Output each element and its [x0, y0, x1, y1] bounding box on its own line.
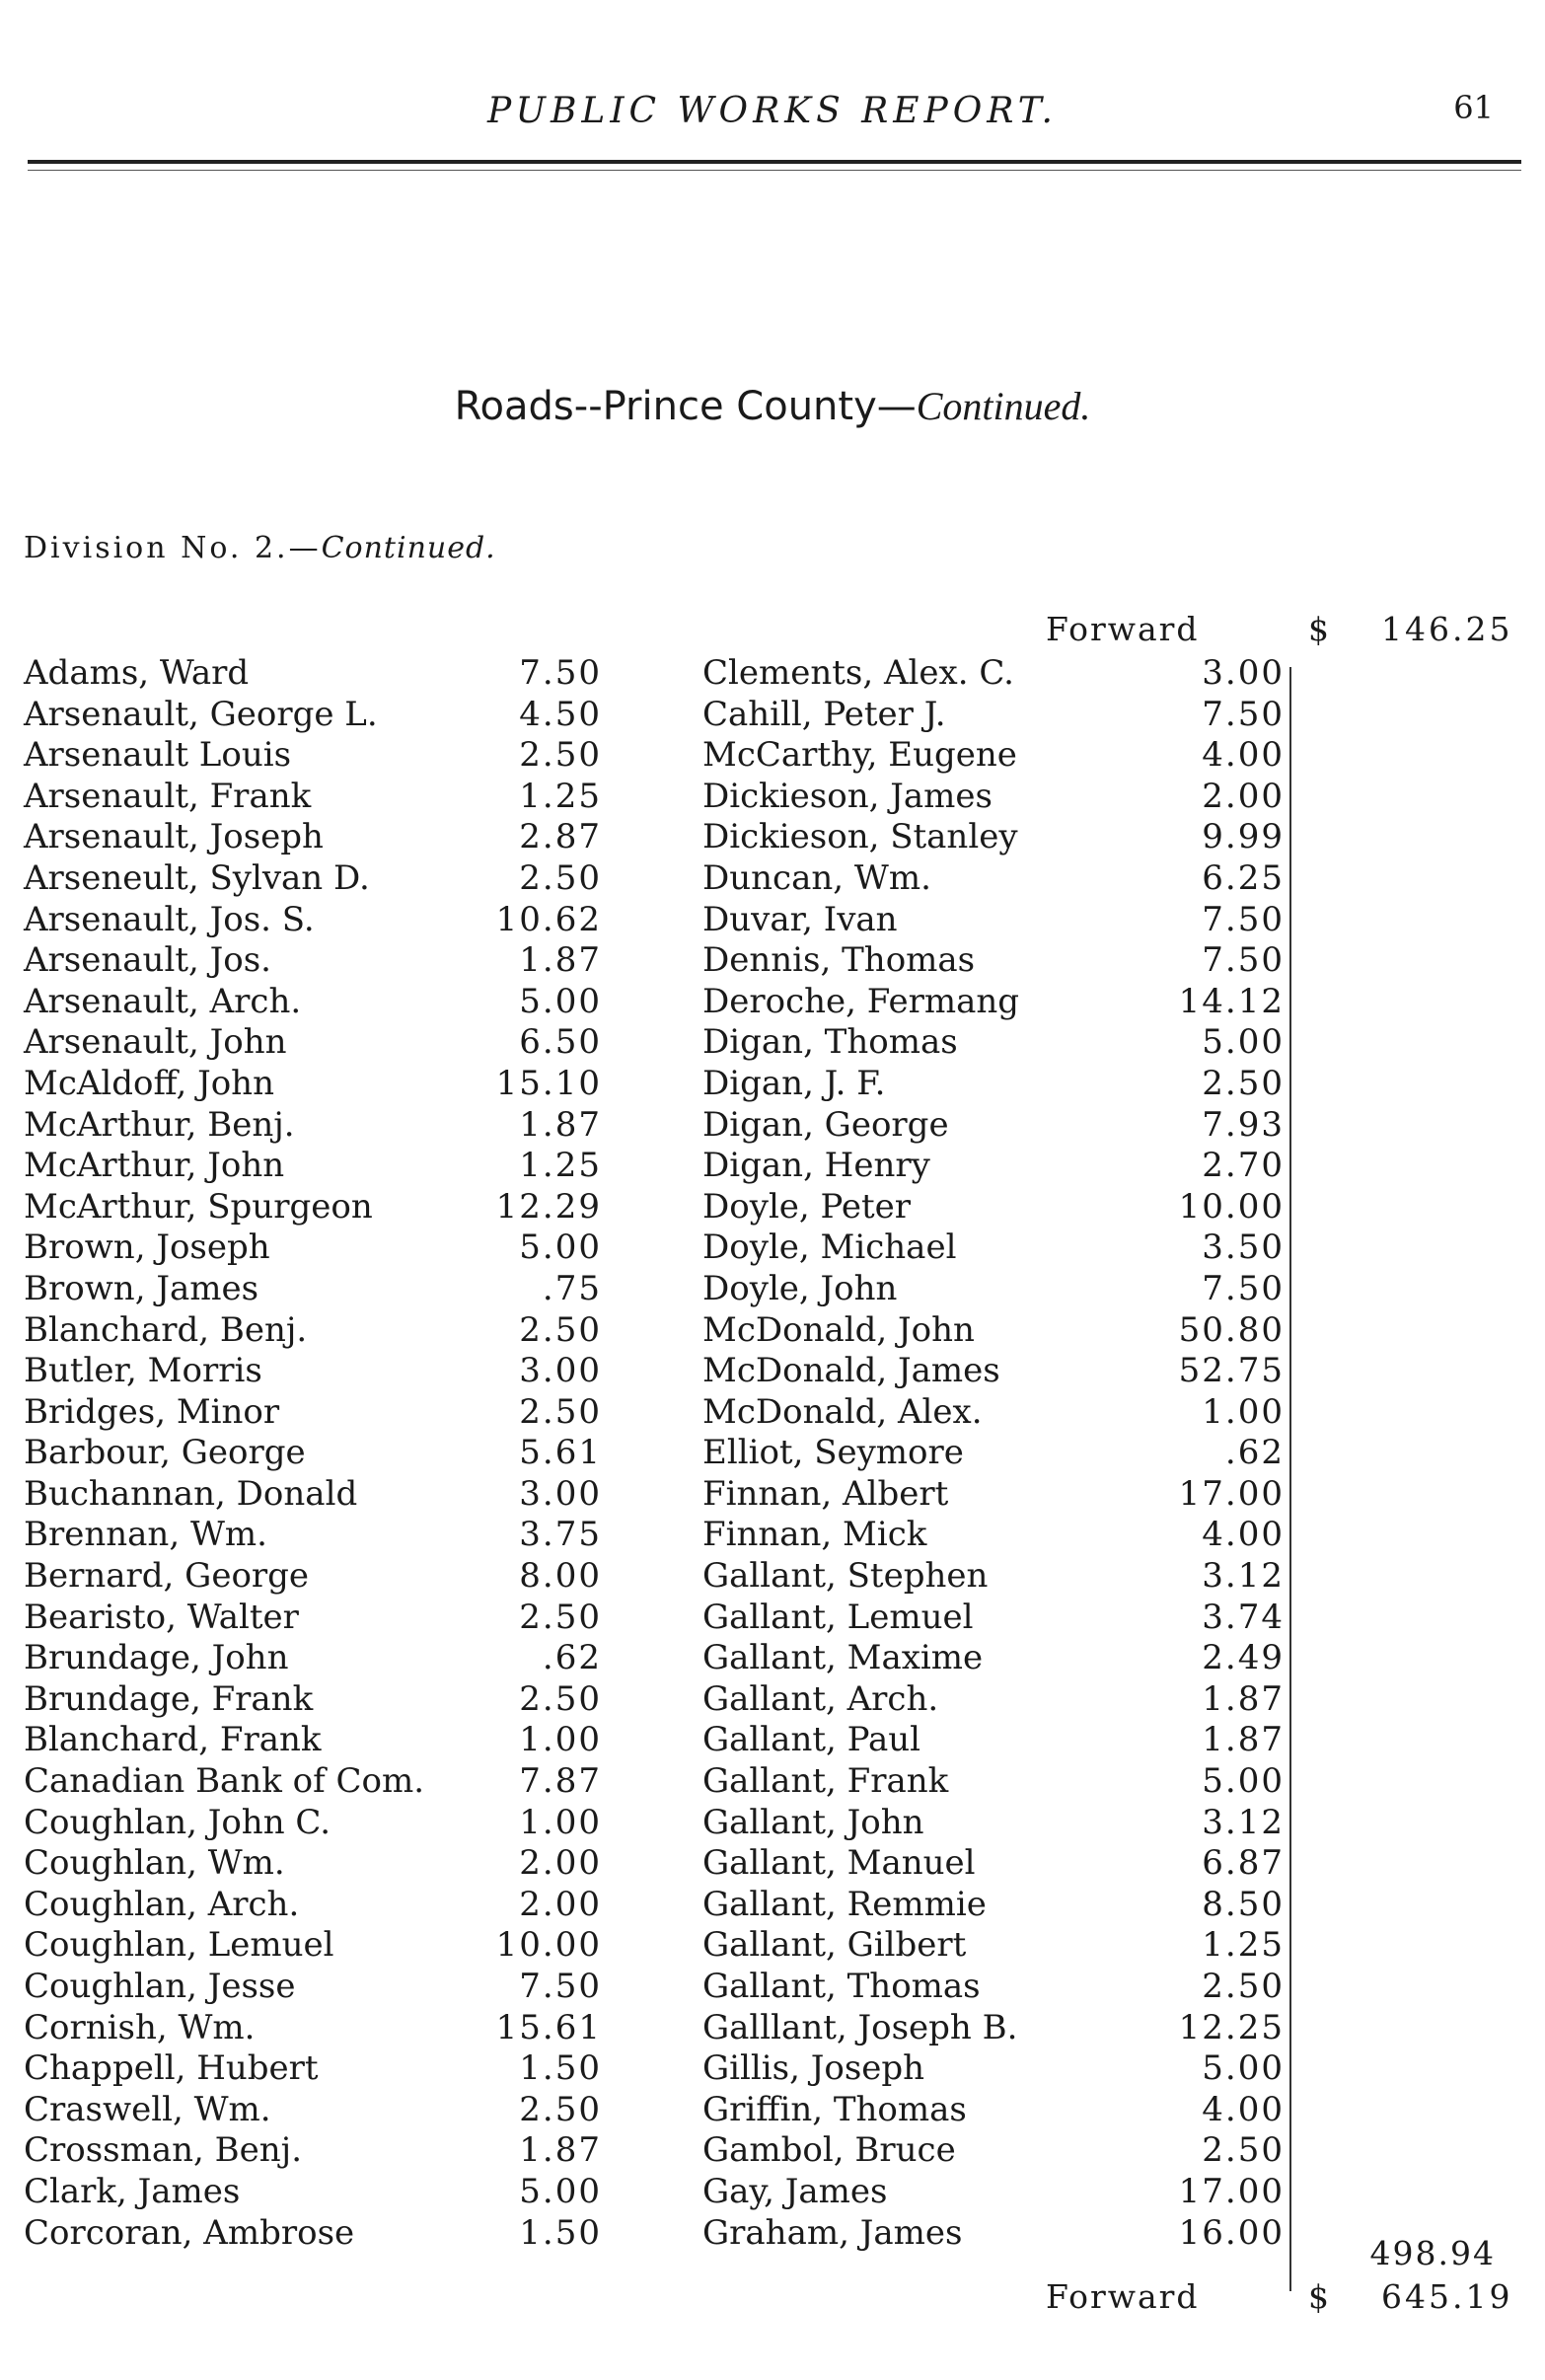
payment-amount: 5.00: [519, 981, 602, 1021]
ledger-row: [702, 858, 1285, 900]
payment-amount: 5.00: [1202, 1022, 1285, 1063]
payee-name: Gallant, Maxime: [702, 1638, 984, 1678]
ledger-row: [24, 2172, 602, 2213]
payee-name: Bernard, George: [24, 1556, 310, 1597]
payee-name: Blanchard, Benj.: [24, 1309, 308, 1350]
payee-name: Gallant, Arch.: [702, 1678, 939, 1719]
payee-name: Brundage, Frank: [24, 1678, 314, 1719]
ledger-row: [24, 1146, 602, 1187]
payment-amount: 2.49: [1202, 1638, 1285, 1678]
payee-name: Galllant, Joseph B.: [702, 2007, 1018, 2047]
payee-name: Doyle, Peter: [702, 1186, 912, 1227]
payment-amount: 10.00: [495, 1925, 602, 1966]
ledger-row: [24, 777, 602, 818]
ledger-row: [24, 2048, 602, 2090]
payment-amount: 16.00: [1178, 2212, 1285, 2253]
payee-name: Coughlan, Arch.: [24, 1884, 300, 1924]
ledger-row: [702, 653, 1285, 695]
payment-amount: 7.50: [1202, 694, 1285, 734]
ledger-row: [702, 2213, 1285, 2255]
payment-amount: 7.93: [1202, 1104, 1285, 1145]
ledger-row: [702, 1967, 1285, 2008]
payee-name: Arsenault, Joseph: [24, 817, 324, 857]
payee-name: Gallant, Frank: [702, 1761, 949, 1802]
payee-name: McArthur, John: [24, 1146, 285, 1186]
payee-name: McDonald, Alex.: [702, 1391, 983, 1432]
payment-amount: 3.12: [1202, 1556, 1285, 1597]
payment-amount: 7.50: [519, 653, 602, 693]
payee-name: Gallant, Thomas: [702, 1967, 981, 2006]
page-number: 61: [1453, 89, 1494, 126]
payment-amount: 9.99: [1202, 817, 1285, 857]
payment-amount: 5.00: [519, 1227, 602, 1268]
ledger-row: [702, 1556, 1285, 1598]
payment-amount: 3.00: [519, 1351, 602, 1391]
payee-name: Digan, J. F.: [702, 1063, 886, 1103]
payment-amount: 6.25: [1202, 857, 1285, 898]
ledger-row: [24, 1022, 602, 1064]
ledger-row: [702, 1843, 1285, 1885]
payee-name: Arsenault, Frank: [24, 776, 312, 816]
ledger-row: [24, 1843, 602, 1885]
ledger-row: [24, 1515, 602, 1556]
payment-amount: 4.00: [1202, 2089, 1285, 2129]
ledger-row: [24, 2090, 602, 2131]
payment-amount: 1.87: [1202, 1678, 1285, 1719]
payment-amount: 6.87: [1202, 1843, 1285, 1884]
ledger-row: [24, 1227, 602, 1269]
payee-name: Coughlan, Wm.: [24, 1843, 285, 1884]
ledger-row: [24, 1761, 602, 1803]
payment-amount: 7.87: [519, 1761, 602, 1802]
ledger-row: [24, 1351, 602, 1392]
ledger-row: [702, 1761, 1285, 1803]
payment-amount: 50.80: [1178, 1309, 1285, 1350]
payee-name: Coughlan, Jesse: [24, 1967, 296, 2006]
ledger-row: [24, 940, 602, 982]
payment-amount: 2.00: [519, 1884, 602, 1924]
payee-name: Doyle, John: [702, 1268, 898, 1308]
payment-amount: 17.00: [1178, 1473, 1285, 1514]
ledger-row: [24, 1638, 602, 1679]
ledger-row: [24, 653, 602, 695]
ledger-row: [24, 817, 602, 858]
payment-amount: 2.50: [519, 1309, 602, 1350]
payment-amount: .75: [542, 1268, 602, 1308]
ledger-row: [24, 1269, 602, 1310]
payee-name: Gambol, Bruce: [702, 2130, 956, 2171]
ledger-row: [702, 1638, 1285, 1679]
ledger-row: [702, 1474, 1285, 1516]
payee-name: Griffin, Thomas: [702, 2089, 967, 2129]
ledger-row: [702, 1022, 1285, 1064]
payment-amount: 1.87: [1202, 1720, 1285, 1760]
payment-amount: 1.00: [1202, 1391, 1285, 1432]
payee-name: Gallant, Remmie: [702, 1884, 987, 1924]
forward-top-amount: 146.25: [1381, 610, 1513, 648]
header-rule-thin: [28, 170, 1521, 171]
payment-amount: 3.74: [1202, 1597, 1285, 1637]
ledger-row: [24, 1310, 602, 1352]
ledger-row: [24, 1392, 602, 1434]
payment-amount: 2.00: [1202, 776, 1285, 816]
page-header-title: PUBLIC WORKS REPORT.: [487, 91, 1058, 131]
ledger-row: [702, 1227, 1285, 1269]
payee-name: Craswell, Wm.: [24, 2089, 271, 2129]
payee-name: Cahill, Peter J.: [702, 694, 946, 734]
payee-name: Barbour, George: [24, 1433, 306, 1473]
payee-name: Bearisto, Walter: [24, 1597, 299, 1637]
ledger-row: [24, 695, 602, 736]
payee-name: Canadian Bank of Com.: [24, 1761, 425, 1802]
payee-name: Chappell, Hubert: [24, 2048, 319, 2089]
division-heading: [24, 531, 496, 565]
payment-amount: 4.50: [519, 694, 602, 734]
payment-amount: 7.50: [1202, 899, 1285, 939]
ledger-row: [702, 900, 1285, 941]
ledger-row: [702, 2048, 1285, 2090]
payment-amount: 7.50: [1202, 940, 1285, 981]
payment-amount: 7.50: [1202, 1268, 1285, 1308]
ledger-row: [24, 1967, 602, 2008]
payee-name: Arsenault, George L.: [24, 694, 378, 734]
payee-name: Arsenault Louis: [24, 735, 292, 776]
payee-name: McArthur, Benj.: [24, 1104, 295, 1145]
payment-amount: 2.50: [519, 735, 602, 776]
payment-amount: 3.12: [1202, 1802, 1285, 1842]
payee-name: Adams, Ward: [24, 653, 250, 693]
payee-name: Arsenault, Jos. S.: [24, 899, 315, 939]
ledger-row: [24, 1925, 602, 1967]
ledger-row: [702, 2090, 1285, 2131]
right-column: [702, 653, 1285, 2254]
payment-amount: 5.61: [519, 1433, 602, 1473]
payment-amount: 2.00: [519, 1843, 602, 1884]
ledger-row: [24, 1720, 602, 1761]
payee-name: Digan, Thomas: [702, 1022, 958, 1063]
ledger-row: [24, 900, 602, 941]
ledger-row: [24, 1064, 602, 1105]
payment-amount: 1.25: [519, 776, 602, 816]
forward-top-label: Forward: [1046, 610, 1200, 648]
payment-amount: 8.00: [519, 1556, 602, 1597]
payment-amount: 1.50: [519, 2212, 602, 2253]
payee-name: Duvar, Ivan: [702, 899, 898, 939]
payee-name: Deroche, Fermang: [702, 981, 1020, 1021]
payee-name: Arsenault, John: [24, 1022, 287, 1063]
payment-amount: 1.87: [519, 1104, 602, 1145]
payment-amount: .62: [542, 1638, 602, 1678]
payment-amount: 1.50: [519, 2048, 602, 2089]
payment-amount: 1.00: [519, 1802, 602, 1842]
payee-name: Finnan, Albert: [702, 1473, 949, 1514]
payment-amount: 3.00: [1202, 653, 1285, 693]
ledger-row: [702, 1392, 1285, 1434]
payee-name: Clark, James: [24, 2171, 241, 2211]
payee-name: Doyle, Michael: [702, 1227, 957, 1268]
left-column: [24, 653, 602, 2254]
payee-name: Brown, James: [24, 1268, 259, 1308]
payee-name: Buchannan, Donald: [24, 1473, 358, 1514]
payment-amount: 4.00: [1202, 735, 1285, 776]
payee-name: Bridges, Minor: [24, 1391, 280, 1432]
division-label-italic: Continued.: [321, 531, 496, 565]
payment-amount: 1.25: [519, 1146, 602, 1186]
payment-amount: 2.50: [1202, 2130, 1285, 2171]
payee-name: Arsenault, Arch.: [24, 981, 302, 1021]
payee-name: Duncan, Wm.: [702, 857, 931, 898]
payee-name: McAldoff, John: [24, 1063, 274, 1103]
payment-amount: 6.50: [519, 1022, 602, 1063]
payee-name: Gallant, Lemuel: [702, 1597, 974, 1637]
payee-name: Dickieson, James: [702, 776, 993, 816]
ledger-row: [702, 940, 1285, 982]
ledger-row: [24, 1598, 602, 1639]
payment-amount: 15.61: [495, 2007, 602, 2047]
section-title-main: Roads--Prince County—: [454, 384, 917, 429]
ledger-row: [702, 2008, 1285, 2049]
payee-name: McCarthy, Eugene: [702, 735, 1017, 776]
payment-amount: 1.87: [519, 2130, 602, 2171]
ledger-row: [24, 1679, 602, 1721]
payee-name: Clements, Alex. C.: [702, 653, 1014, 693]
payment-amount: 5.00: [1202, 2048, 1285, 2089]
ledger-row: [702, 695, 1285, 736]
payment-amount: 1.00: [519, 1720, 602, 1760]
ledger-row: [702, 1720, 1285, 1761]
payee-name: Brundage, John: [24, 1638, 289, 1678]
payee-name: Coughlan, John C.: [24, 1802, 331, 1842]
payment-amount: 2.50: [519, 857, 602, 898]
payment-amount: 8.50: [1202, 1884, 1285, 1924]
payment-amount: 3.75: [519, 1515, 602, 1555]
division-label: Division No. 2.—: [24, 531, 322, 565]
ledger-row: [702, 982, 1285, 1023]
payee-name: Gallant, John: [702, 1802, 924, 1842]
payment-amount: 52.75: [1178, 1351, 1285, 1391]
payee-name: Arsenault, Jos.: [24, 940, 271, 981]
payee-name: Digan, George: [702, 1104, 949, 1145]
ledger-row: [702, 1351, 1285, 1392]
ledger-row: [702, 1146, 1285, 1187]
payee-name: McDonald, John: [702, 1309, 975, 1350]
ledger-row: [24, 1433, 602, 1474]
payee-name: Gallant, Stephen: [702, 1556, 989, 1597]
ledger-row: [24, 1474, 602, 1516]
ledger-row: [24, 2130, 602, 2172]
payment-amount: 5.00: [519, 2171, 602, 2211]
payment-amount: 10.00: [1178, 1186, 1285, 1227]
payee-name: Butler, Morris: [24, 1351, 262, 1391]
ledger-row: [702, 1679, 1285, 1721]
ledger-row: [24, 858, 602, 900]
header-rule-thick: [28, 160, 1521, 164]
ledger-row: [702, 1105, 1285, 1147]
section-title: [0, 383, 1545, 429]
ledger-row: [702, 817, 1285, 858]
ledger-row: [702, 1269, 1285, 1310]
payee-name: Coughlan, Lemuel: [24, 1925, 334, 1966]
payment-amount: 2.70: [1202, 1146, 1285, 1186]
payment-amount: 14.12: [1178, 981, 1285, 1021]
ledger-row: [24, 1105, 602, 1147]
ledger-row: [702, 1515, 1285, 1556]
payee-name: McArthur, Spurgeon: [24, 1186, 373, 1227]
payee-name: Dickieson, Stanley: [702, 817, 1018, 857]
forward-bottom-label: Forward: [1046, 2277, 1200, 2316]
payment-amount: 12.29: [495, 1186, 602, 1227]
payee-name: Brown, Joseph: [24, 1227, 270, 1268]
payment-amount: 1.25: [1202, 1925, 1285, 1966]
forward-bottom-amount: 645.19: [1381, 2277, 1513, 2316]
payment-amount: 12.25: [1178, 2007, 1285, 2047]
payment-amount: 2.50: [519, 1597, 602, 1637]
payee-name: Corcoran, Ambrose: [24, 2212, 355, 2253]
payee-name: Finnan, Mick: [702, 1515, 927, 1555]
payment-amount: 1.87: [519, 940, 602, 981]
ledger-row: [24, 1187, 602, 1228]
payee-name: Cornish, Wm.: [24, 2007, 256, 2047]
ledger-row: [702, 1925, 1285, 1967]
payment-amount: 4.00: [1202, 1515, 1285, 1555]
payee-name: Arseneult, Sylvan D.: [24, 857, 370, 898]
ledger-row: [24, 1556, 602, 1598]
ledger-row: [702, 2172, 1285, 2213]
ledger-row: [24, 2008, 602, 2049]
ledger-row: [702, 2130, 1285, 2172]
ledger-row: [702, 1433, 1285, 1474]
payment-amount: 3.50: [1202, 1227, 1285, 1268]
payment-amount: 2.50: [519, 1391, 602, 1432]
payee-name: Elliot, Seymore: [702, 1433, 964, 1473]
payment-amount: 2.50: [519, 2089, 602, 2129]
payment-amount: 17.00: [1178, 2171, 1285, 2211]
payee-name: Crossman, Benj.: [24, 2130, 303, 2171]
payee-name: Dennis, Thomas: [702, 940, 976, 981]
payment-amount: 2.50: [1202, 1063, 1285, 1103]
payee-name: Blanchard, Frank: [24, 1720, 322, 1760]
payee-name: Gillis, Joseph: [702, 2048, 925, 2089]
payee-name: Gallant, Manuel: [702, 1843, 976, 1884]
payee-name: Digan, Henry: [702, 1146, 930, 1186]
ledger-row: [702, 1803, 1285, 1844]
ledger-row: [702, 1064, 1285, 1105]
payee-name: Gallant, Gilbert: [702, 1925, 967, 1966]
ledger-row: [702, 1885, 1285, 1926]
forward-top-dollar: $: [1308, 610, 1329, 648]
ledger-row: [24, 1885, 602, 1926]
payment-amount: 2.50: [1202, 1967, 1285, 2006]
ledger-row: [24, 1803, 602, 1844]
payment-amount: .62: [1224, 1433, 1285, 1473]
ledger-row: [24, 2213, 602, 2255]
ledger-row: [24, 982, 602, 1023]
ledger-row: [24, 735, 602, 777]
payment-amount: 7.50: [519, 1967, 602, 2006]
payment-amount: 3.00: [519, 1473, 602, 1514]
section-title-italic: Continued.: [916, 384, 1091, 428]
payee-name: Graham, James: [702, 2212, 963, 2253]
payment-amount: 2.50: [519, 1678, 602, 1719]
payment-amount: 5.00: [1202, 1761, 1285, 1802]
ledger-row: [702, 1187, 1285, 1228]
payment-amount: 15.10: [495, 1063, 602, 1103]
forward-bottom-dollar: $: [1308, 2277, 1329, 2316]
payee-name: McDonald, James: [702, 1351, 1000, 1391]
payee-name: Brennan, Wm.: [24, 1515, 267, 1555]
payment-amount: 10.62: [495, 899, 602, 939]
ledger-row: [702, 1310, 1285, 1352]
payment-amount: 2.87: [519, 817, 602, 857]
ledger-row: [702, 1598, 1285, 1639]
payee-name: Gallant, Paul: [702, 1720, 921, 1760]
ledger-row: [702, 735, 1285, 777]
column-rule: [1289, 667, 1291, 2291]
subtotal-amount: 498.94: [1369, 2234, 1496, 2272]
payee-name: Gay, James: [702, 2171, 888, 2211]
ledger-row: [702, 777, 1285, 818]
